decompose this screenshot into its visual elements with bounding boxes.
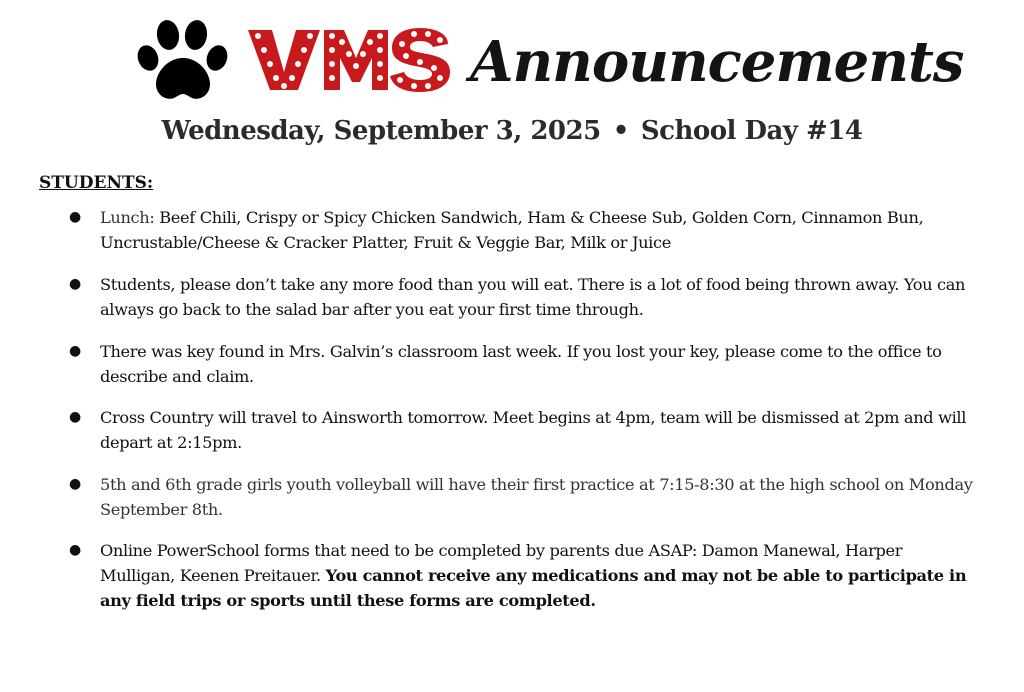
marquee-bulb — [267, 61, 273, 67]
bullet-icon: ● — [69, 476, 82, 492]
bullet-icon: ● — [69, 343, 82, 359]
bullet-icon: ● — [69, 276, 82, 292]
vms-marquee-logo — [244, 24, 454, 96]
header-banner — [0, 12, 1024, 108]
marquee-bulb — [329, 47, 335, 53]
marquee-bulb — [425, 31, 431, 37]
marquee-bulb — [437, 75, 443, 81]
marquee-bulb — [431, 65, 437, 71]
marquee-bulb — [377, 75, 383, 81]
lunch-menu-text — [100, 205, 980, 255]
vms-letter-v — [248, 30, 320, 90]
marquee-bulb — [295, 61, 301, 67]
marquee-bulb — [261, 47, 267, 53]
marquee-bulb — [307, 33, 313, 39]
announcement-text: 5th and 6th grade girls youth volleyball will have their first practice at 7:15-8:30 at the high school on Monday September 8th. — [100, 475, 973, 519]
marquee-bulb — [377, 33, 383, 39]
bullet-icon: ● — [69, 209, 82, 225]
bullet-icon: ● — [69, 409, 82, 425]
marquee-bulb — [360, 51, 366, 57]
bullet-icon: ● — [69, 542, 82, 558]
marquee-bulb — [339, 39, 345, 45]
marquee-bulb — [255, 33, 261, 39]
date-line — [0, 116, 1024, 146]
marquee-bulb — [329, 33, 335, 39]
marquee-bulb — [377, 47, 383, 53]
powerschool-warning: You cannot receive any medications and may not be able to participate in any field trips or sports until these forms are completed. — [100, 566, 967, 610]
lunch-label: Lunch: — [100, 208, 160, 227]
vms-letter-m — [324, 30, 388, 90]
date-text: Wednesday, September 3, 2025 — [161, 116, 601, 146]
marquee-bulb — [425, 83, 431, 89]
powerschool-names: Online PowerSchool forms that need to be completed by parents due ASAP: Damon Manewal, Harper Mulligan, Keenen Preitauer. — [100, 541, 903, 585]
marquee-bulb — [411, 83, 417, 89]
marquee-bulb — [273, 75, 279, 81]
date-separator: • — [612, 116, 629, 146]
paw-print-icon — [133, 18, 233, 102]
marquee-bulb — [301, 47, 307, 53]
marquee-bulb — [367, 39, 373, 45]
marquee-bulb — [411, 31, 417, 37]
announcement-text: Students, please don’t take any more food than you will eat. There is a lot of food being thrown away. You can always go back to the salad bar after you eat your first time through. — [100, 275, 966, 319]
school-day-text: School Day #14 — [640, 116, 863, 146]
marquee-bulb — [346, 51, 352, 57]
marquee-bulb — [353, 63, 359, 69]
students-heading: STUDENTS: — [39, 173, 154, 193]
marquee-bulb — [403, 53, 409, 59]
powerschool-text — [100, 538, 980, 613]
marquee-bulb — [281, 83, 287, 89]
marquee-bulb — [289, 75, 295, 81]
marquee-bulb — [377, 61, 383, 67]
marquee-bulb — [329, 61, 335, 67]
marquee-bulb — [417, 59, 423, 65]
marquee-bulb — [329, 75, 335, 81]
marquee-bulb — [397, 77, 403, 83]
marquee-bulb — [437, 37, 443, 43]
lunch-menu-items: Beef Chili, Crispy or Spicy Chicken Sandwich, Ham & Cheese Sub, Golden Corn, Cinnamon Bun, Uncrustable/Cheese & Cracker Platter, Fruit & Veggie Bar, Milk or Juice — [100, 208, 924, 252]
announcements-title: Announcements — [470, 29, 964, 95]
announcement-text: There was key found in Mrs. Galvin’s classroom last week. If you lost your key, please come to the office to describe and claim. — [100, 342, 942, 386]
marquee-bulb — [399, 41, 405, 47]
announcement-text: Cross Country will travel to Ainsworth tomorrow. Meet begins at 4pm, team will be dismissed at 2pm and will depart at 2:15pm. — [100, 408, 967, 452]
